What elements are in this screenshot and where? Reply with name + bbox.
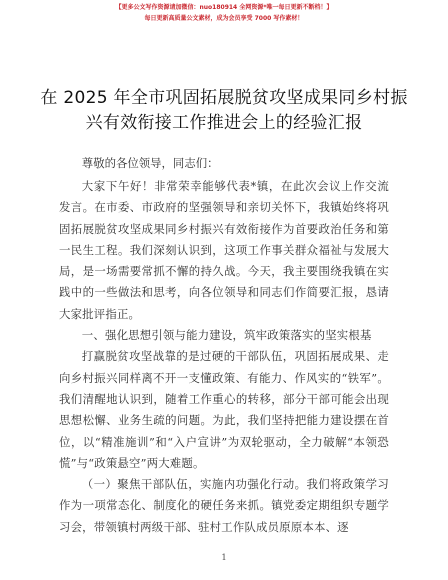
title-line-2: 兴有效衔接工作推进会上的经验汇报 (85, 113, 363, 133)
promo-banner-line-1: 【更多公文写作资源请加微信：nuo180914 全网资源*唯一每日更新不断档！】 (115, 4, 333, 11)
salutation: 尊敬的各位领导，同志们： (81, 156, 219, 170)
paragraph-intro: 大家下午好！非常荣幸能够代表*镇，在此次会议上作交流发言。在市委、市政府的坚强领导和亲切关怀下，我镇始终将巩固拓展脱贫攻坚成果同乡村振兴有效衔接作为首要政治任务和第一民生工程。我们深刻认识到，这项工作事关群众福祉与发展大局，是一场需要常抓不懈的持久战。今天，我主要围绕我镇在实践中的一些做法和思考，向各位领导和同志们作简要汇报，恳请大家批评指正。 (59, 179, 389, 321)
section-heading-1: 一、强化思想引领与能力建设，筑牢政策落实的坚实根基 (81, 328, 372, 343)
title-line-1: 在 2025 年全市巩固拓展脱贫攻坚成果同乡村振 (40, 88, 408, 108)
page-number: 1 (221, 553, 227, 562)
document-body (59, 176, 389, 538)
paragraph-subsection-1: （一）聚焦干部队伍，实施内功强化行动。我们将政策学习作为一项常态化、制度化的硬任务来抓。镇党委定期组织专题学习会，带领镇村两级干部、驻村工作队成员原原本本、逐 (59, 477, 389, 534)
document-title (40, 86, 408, 136)
paragraph-section-1: 打赢脱贫攻坚战靠的是过硬的干部队伍，巩固拓展成果、走向乡村振兴同样离不开一支懂政策、有能力、作风实的“铁军”。我们清醒地认识到，随着工作重心的转移，部分干部可能会出现思想松懈、业务生疏的问题。为此，我们坚持把能力建设摆在首位，以“精准施训”和“入户宣讲”为双轮驱动，全力破解“本领恐慌”与“政策悬空”两大难题。 (59, 349, 389, 470)
promo-banner-line-2: 每日更新高质量公文素材，成为会员享受 7000 写作素材！ (144, 15, 304, 22)
